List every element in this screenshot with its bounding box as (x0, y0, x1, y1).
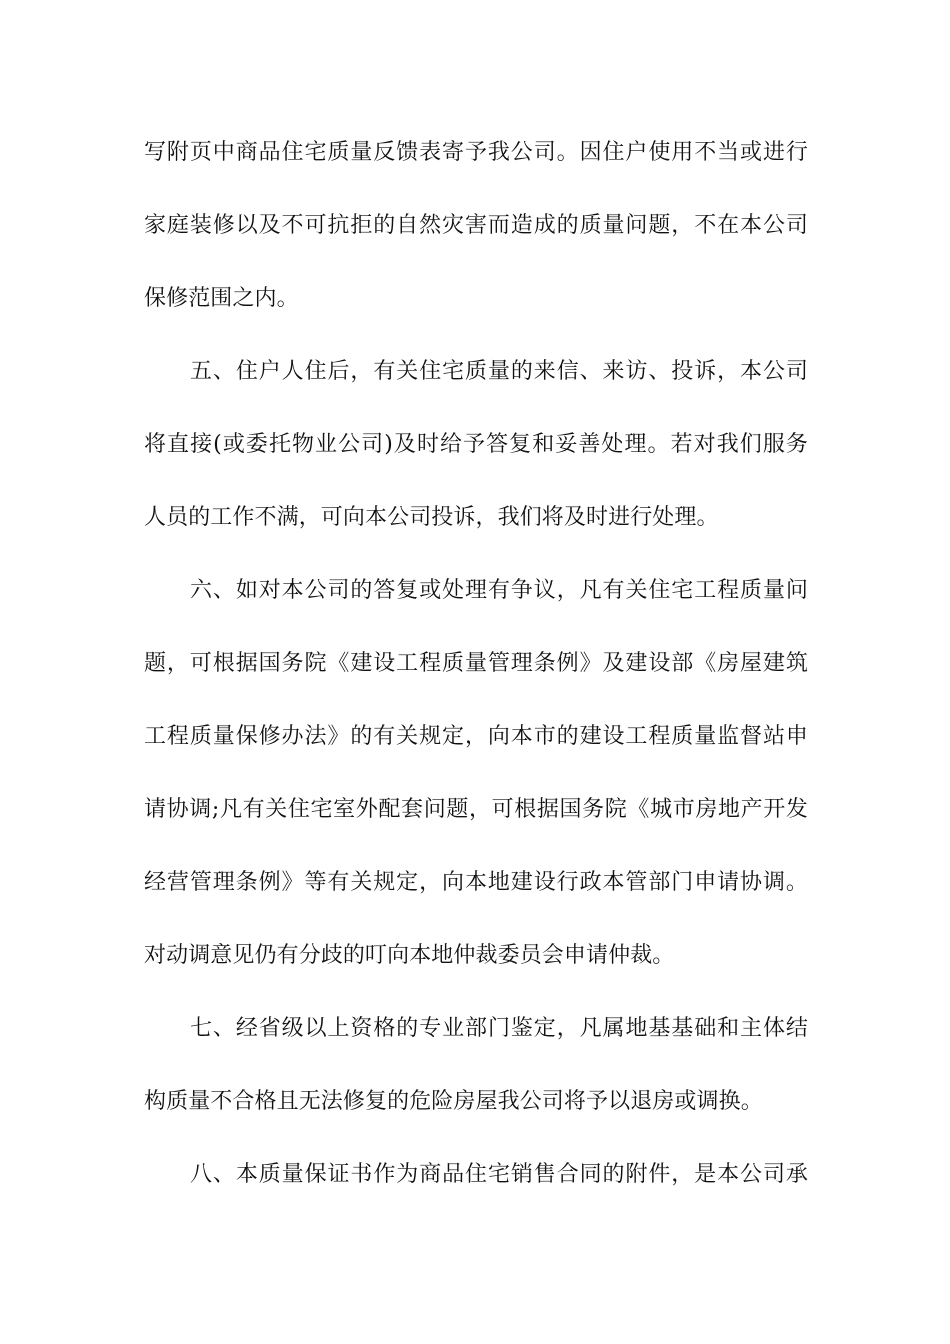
text-line: 对动调意见仍有分歧的叮向本地仲裁委员会申请仲裁。 (144, 943, 675, 968)
text-line: 构质量不合格且无法修复的危险房屋我公司将予以退房或调换。 (144, 1089, 763, 1114)
text-line: 写附页中商品住宅质量反馈表寄予我公司。因住户使用不当或进行 (144, 140, 808, 165)
body-text (144, 132, 808, 1227)
text-line: 八、本质量保证书作为商品住宅销售合同的附件，是本公司承 (190, 1162, 808, 1187)
text-line: 请协调;凡有关住宅室外配套问题，可根据国务院《城市房地产开发 (144, 797, 808, 822)
text-line: 五、住户人住后，有关住宅质量的来信、来访、投诉，本公司 (190, 359, 808, 384)
text-line: 家庭装修以及不可抗拒的自然灾害而造成的质量问题，不在本公司 (144, 213, 808, 238)
text-line: 经营管理条例》等有关规定，向本地建设行政本管部门申请协调。 (144, 870, 808, 895)
text-line: 工程质量保修办法》的有关规定，向本市的建设工程质量监督站申 (144, 724, 808, 749)
text-line: 七、经省级以上资格的专业部门鉴定，凡属地基基础和主体结 (190, 1016, 808, 1041)
text-line: 将直接(或委托物业公司)及时给予答复和妥善处理。若对我们服务 (144, 432, 808, 457)
text-line: 题，可根据国务院《建设工程质量管理条例》及建设部《房屋建筑 (144, 651, 808, 676)
text-line: 保修范围之内。 (144, 286, 299, 311)
text-line: 六、如对本公司的答复或处理有争议，凡有关住宅工程质量问 (190, 578, 808, 603)
text-line: 人员的工作不满，可向本公司投诉，我们将及时进行处理。 (144, 505, 719, 530)
